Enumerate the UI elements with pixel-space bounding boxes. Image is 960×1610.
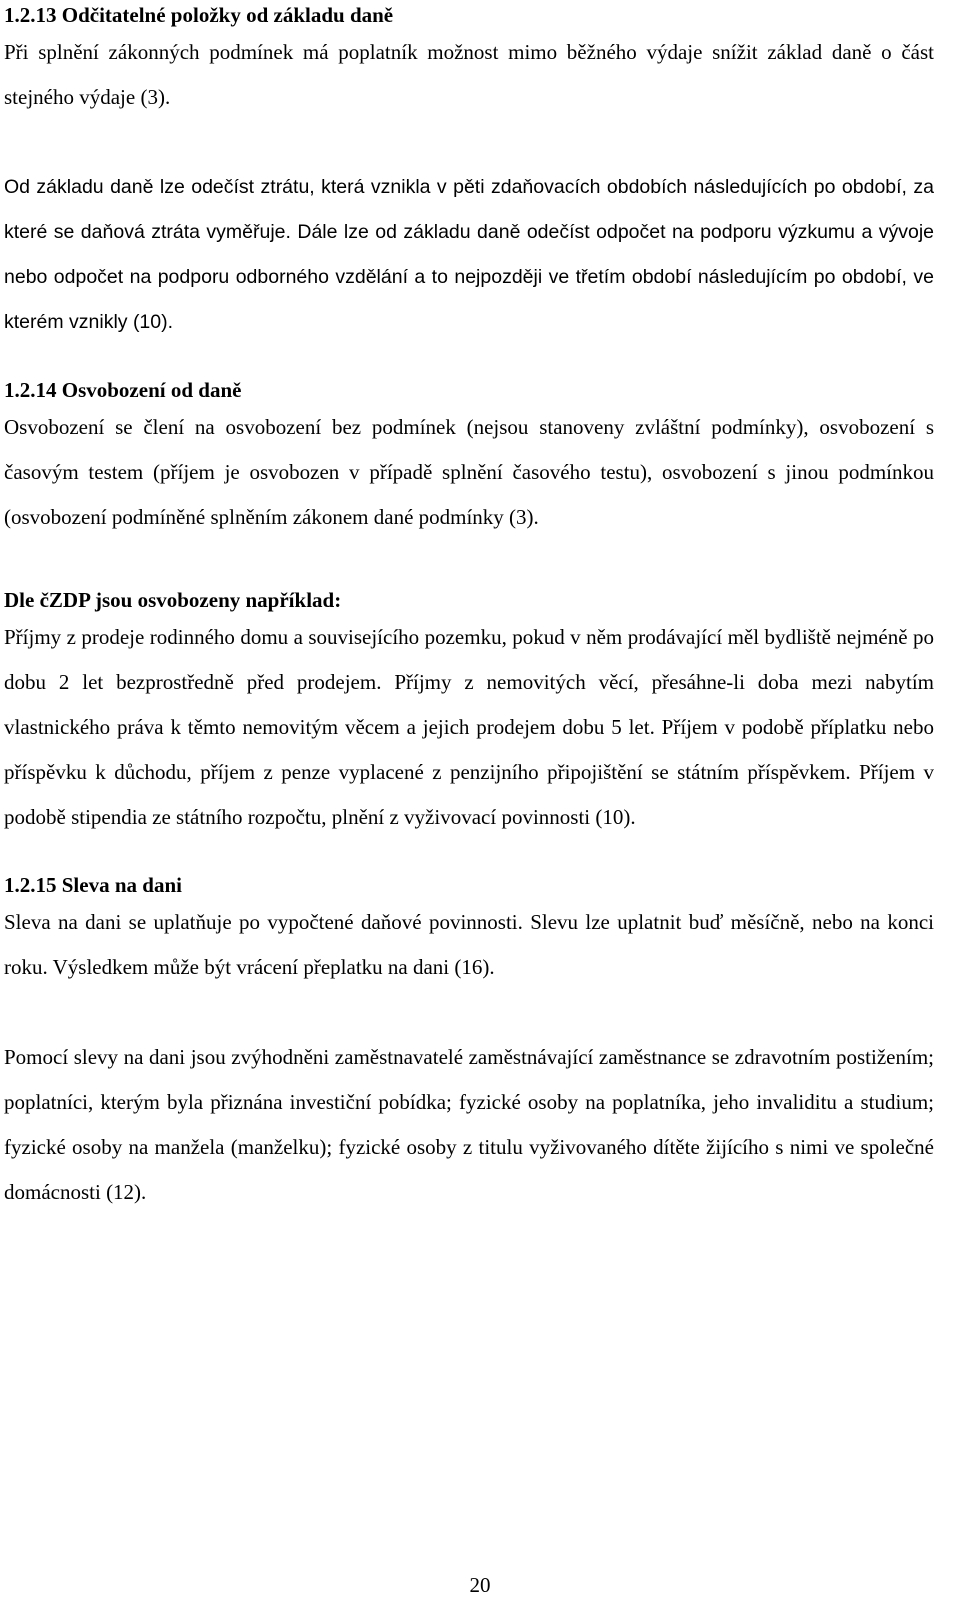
section-1-2-15 bbox=[4, 870, 934, 1215]
paragraph: Příjmy z prodeje rodinného domu a souvisejícího pozemku, pokud v něm prodávající měl bydliště nejméně po dobu 2 let bezprostředně před prodejem. Příjmy z nemovitých věcí, přesáhne-li doba mezi nabytím vlastnického práva k těmto nemovitým věcem a jejich prodejem dobu 5 let. Příjem v podobě příplatku nebo příspěvku k důchodu, příjem z penze vyplacené z penzijního připojištění se státním příspěvkem. Příjem v podobě stipendia ze státního rozpočtu, plnění z vyživovací povinnosti (10). bbox=[4, 625, 934, 829]
paragraph-spacer bbox=[4, 990, 934, 1035]
section-heading: 1.2.14 Osvobození od daně bbox=[4, 378, 242, 402]
section-spacer bbox=[4, 840, 934, 870]
subsection-heading: Dle čZDP jsou osvobozeny například: bbox=[4, 588, 342, 612]
paragraph: Pomocí slevy na dani jsou zvýhodněni zaměstnavatelé zaměstnávající zaměstnance se zdravotním postižením; poplatníci, kterým byla přiznána investiční pobídka; fyzické osoby na poplatníka, jeho invaliditu a studium; fyzické osoby na manžela (manželku); fyzické osoby z titulu vyživovaného dítěte žijícího s nimi ve společné domácnosti (12). bbox=[4, 1045, 934, 1204]
paragraph: Osvobození se člení na osvobození bez podmínek (nejsou stanoveny zvláštní podmínky), osvobození s časovým testem (příjem je osvobozen v případě splnění časového testu), osvobození s jinou podmínkou (osvobození podmíněné splněním zákonem dané podmínky (3). bbox=[4, 415, 934, 529]
section-1-2-13 bbox=[4, 0, 934, 345]
paragraph-spacer bbox=[4, 540, 934, 585]
paragraph: Při splnění zákonných podmínek má poplatník možnost mimo běžného výdaje snížit základ daně o část stejného výdaje (3). bbox=[4, 40, 934, 109]
paragraph: Od základu daně lze odečíst ztrátu, která vznikla v pěti zdaňovacích obdobích následujících po období, za které se daňová ztráta vyměřuje. Dále lze od základu daně odečíst odpočet na podporu výzkumu a vývoje nebo odpočet na podporu odborného vzdělání a to nejpozději ve třetím období následujícím po období, ve kterém vznikly (10). bbox=[4, 176, 934, 333]
section-spacer bbox=[4, 345, 934, 375]
paragraph-spacer bbox=[4, 120, 934, 165]
section-heading: 1.2.13 Odčitatelné položky od základu daně bbox=[4, 3, 394, 27]
page-number: 20 bbox=[469, 1573, 491, 1597]
paragraph: Sleva na dani se uplatňuje po vypočtené daňové povinnosti. Slevu lze uplatnit buď měsíčně, nebo na konci roku. Výsledkem může být vrácení přeplatku na dani (16). bbox=[4, 910, 934, 979]
section-heading: 1.2.15 Sleva na dani bbox=[4, 873, 182, 897]
section-1-2-14 bbox=[4, 375, 934, 840]
